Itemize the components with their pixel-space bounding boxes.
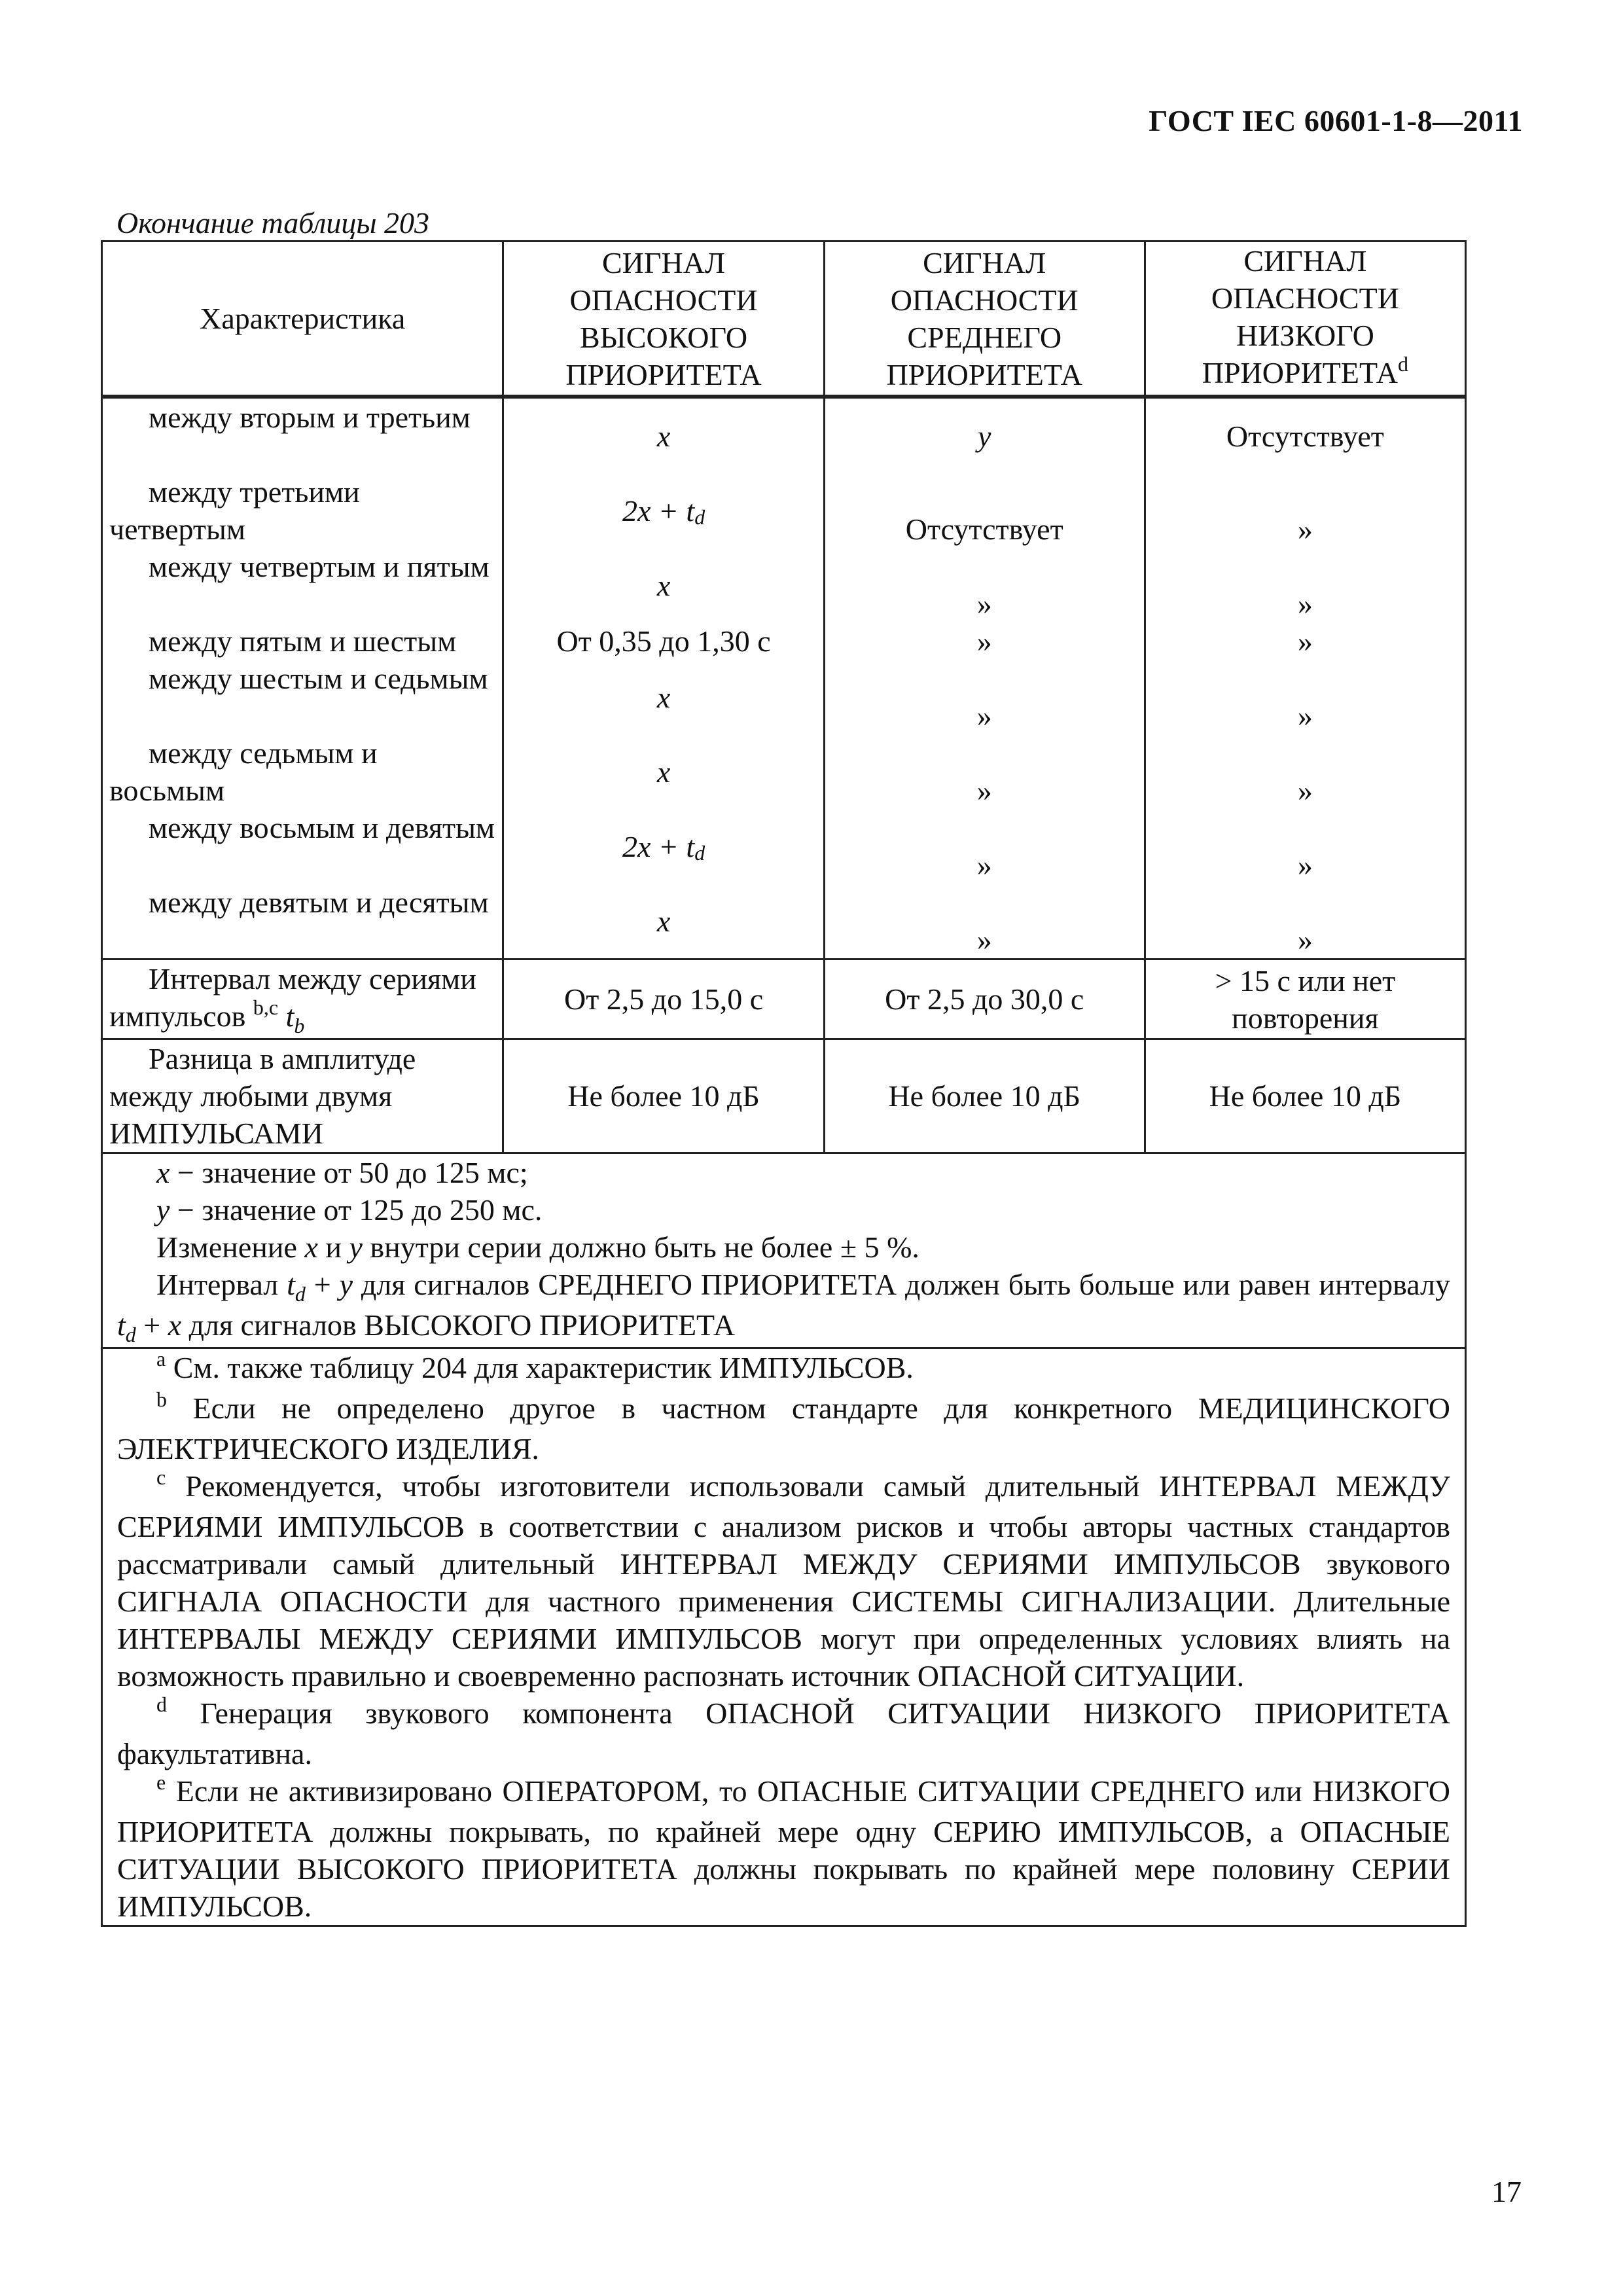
interval-label: между четвертым и пятым	[149, 550, 490, 583]
footnote-d: $^d$ Генерация звукового компонента ОПАСНОЙ СИТУАЦИИ НИЗКОГО ПРИОРИТЕТА факультативна.	[117, 1693, 1450, 1770]
burst-interval-label-cell	[102, 960, 503, 1039]
interval-label: между шестым и седьмым	[149, 662, 488, 695]
note-change: Изменение x и y внутри серии должно быть не более ± 5 %.	[156, 1230, 919, 1264]
amplitude-high: Не более 10 дБ	[503, 1039, 824, 1153]
footnotes-cell	[102, 1348, 1466, 1926]
high-value: От 0,35 до 1,30 с	[556, 624, 771, 658]
table-row-intervals	[102, 397, 1466, 960]
interval-label: между третьими четвертым	[109, 475, 360, 546]
interval-label: между девятым и десятым	[149, 886, 489, 919]
burst-interval-low: > 15 с или нет повторения	[1145, 960, 1465, 1039]
low-value: »	[1297, 587, 1313, 620]
burst-interval-medium: От 2,5 до 30,0 с	[824, 960, 1145, 1039]
high-value: 2x + t d	[622, 493, 705, 529]
footnote-c: $^c$ Рекомендуется, чтобы изготовители использовали самый длительный ИНТЕРВАЛ МЕЖДУ СЕРИЯМИ ИМПУЛЬСОВ в соответствии с анализом рисков и чтобы авторы частных стандартов рассматривали самый длительный ИНТЕРВАЛ МЕЖДУ СЕРИЯМИ ИМПУЛЬСОВ звукового СИГНАЛА ОПАСНОСТИ для частного применения СИСТЕМЫ СИГНАЛИЗАЦИИ. Длительные ИНТЕРВАЛЫ МЕЖДУ СЕРИЯМИ ИМПУЛЬСОВ могут при определенных условиях влиять на возможность правильно и своевременно распознать источник ОПАСНОЙ СИТУАЦИИ.	[117, 1465, 1450, 1693]
low-value: »	[1297, 512, 1313, 546]
table-header-row	[102, 242, 1466, 397]
burst-interval-symbol: t	[285, 999, 294, 1033]
low-value: »	[1297, 848, 1313, 882]
low-value: Отсутствует	[1226, 419, 1384, 453]
table-caption: Окончание таблицы 203	[116, 206, 429, 240]
table-203	[101, 240, 1467, 1927]
document-code: ГОСТ IEC 60601-1-8—2011	[1149, 104, 1523, 137]
interval-label: между седьмым и восьмым	[109, 736, 378, 807]
note-y: y − значение от 125 до 250 мс.	[156, 1193, 543, 1227]
high-value: x	[656, 568, 671, 602]
burst-interval-high: От 2,5 до 15,0 с	[503, 960, 824, 1039]
medium-value: »	[976, 923, 992, 956]
low-value: »	[1297, 923, 1313, 956]
table-row-notes	[102, 1153, 1466, 1348]
note-interval: Интервал $t_d + y$ для сигналов СРЕДНЕГО ПРИОРИТЕТА должен быть больше или равен интервалу $t_d + x$ для сигналов ВЫСОКОГО ПРИОРИТЕТА	[117, 1268, 1450, 1346]
burst-interval-label: Интервал между сериями импульсов	[109, 962, 476, 1033]
high-value: x	[656, 755, 671, 789]
high-value: x	[656, 904, 671, 938]
medium-value: »	[976, 699, 992, 732]
footnote-mark-bc: b,c	[253, 996, 279, 1019]
high-value: 2x + t d	[622, 829, 705, 865]
table-row-amplitude	[102, 1039, 1466, 1153]
header-characteristic: Характеристика	[102, 242, 503, 397]
footnote-e: $^e$ Если не активизировано ОПЕРАТОРОМ, то ОПАСНЫЕ СИТУАЦИИ СРЕДНЕГО или НИЗКОГО ПРИОРИТЕТА должны покрывать, по крайней мере одну СЕРИЮ ИМПУЛЬСОВ, а ОПАСНЫЕ СИТУАЦИИ ВЫСОКОГО ПРИОРИТЕТА должны покрывать по крайней мере половину СЕРИИ ИМПУЛЬСОВ.	[117, 1770, 1450, 1923]
header-low-priority	[1145, 242, 1465, 397]
amplitude-medium: Не более 10 дБ	[824, 1039, 1145, 1153]
table-row-burst-interval	[102, 960, 1466, 1039]
amplitude-low: Не более 10 дБ	[1145, 1039, 1465, 1153]
low-value: »	[1297, 624, 1313, 658]
burst-interval-symbol-sub: b	[294, 1014, 305, 1037]
medium-value: »	[976, 624, 992, 658]
medium-value: »	[976, 848, 992, 882]
interval-label: между восьмым и девятым	[149, 811, 495, 844]
note-x: x − значение от 50 до 125 мс;	[156, 1156, 528, 1189]
high-value: x	[656, 419, 671, 453]
footnote-mark-d: d	[1398, 352, 1409, 376]
footnote-b: $^b$ Если не определено другое в частном стандарте для конкретного МЕДИЦИНСКОГО ЭЛЕКТРИЧЕСКОГО ИЗДЕЛИЯ.	[117, 1388, 1450, 1465]
header-low-priority-label: СИГНАЛ ОПАСНОСТИ НИЗКОГО ПРИОРИТЕТА	[1202, 244, 1399, 389]
notes-cell	[102, 1153, 1466, 1348]
interval-label: между вторым и третьим	[149, 401, 471, 434]
low-value: »	[1297, 699, 1313, 732]
medium-value: »	[976, 587, 992, 620]
interval-label: между пятым и шестым	[149, 624, 457, 658]
high-value: x	[656, 680, 671, 714]
medium-value: Отсутствует	[905, 512, 1063, 546]
header-high-priority: СИГНАЛ ОПАСНОСТИ ВЫСОКОГО ПРИОРИТЕТА	[503, 242, 824, 397]
header-medium-priority: СИГНАЛ ОПАСНОСТИ СРЕДНЕГО ПРИОРИТЕТА	[824, 242, 1145, 397]
table-row-footnotes	[102, 1348, 1466, 1926]
footnote-a: $^a$ См. также таблицу 204 для характеристик ИМПУЛЬСОВ.	[156, 1347, 914, 1384]
low-value: »	[1297, 774, 1313, 807]
medium-value: y	[978, 419, 991, 453]
medium-value: »	[976, 774, 992, 807]
amplitude-label: Разница в амплитуде между любыми двумя ИМПУЛЬСАМИ	[102, 1039, 503, 1153]
page-number: 17	[1491, 2175, 1522, 2208]
